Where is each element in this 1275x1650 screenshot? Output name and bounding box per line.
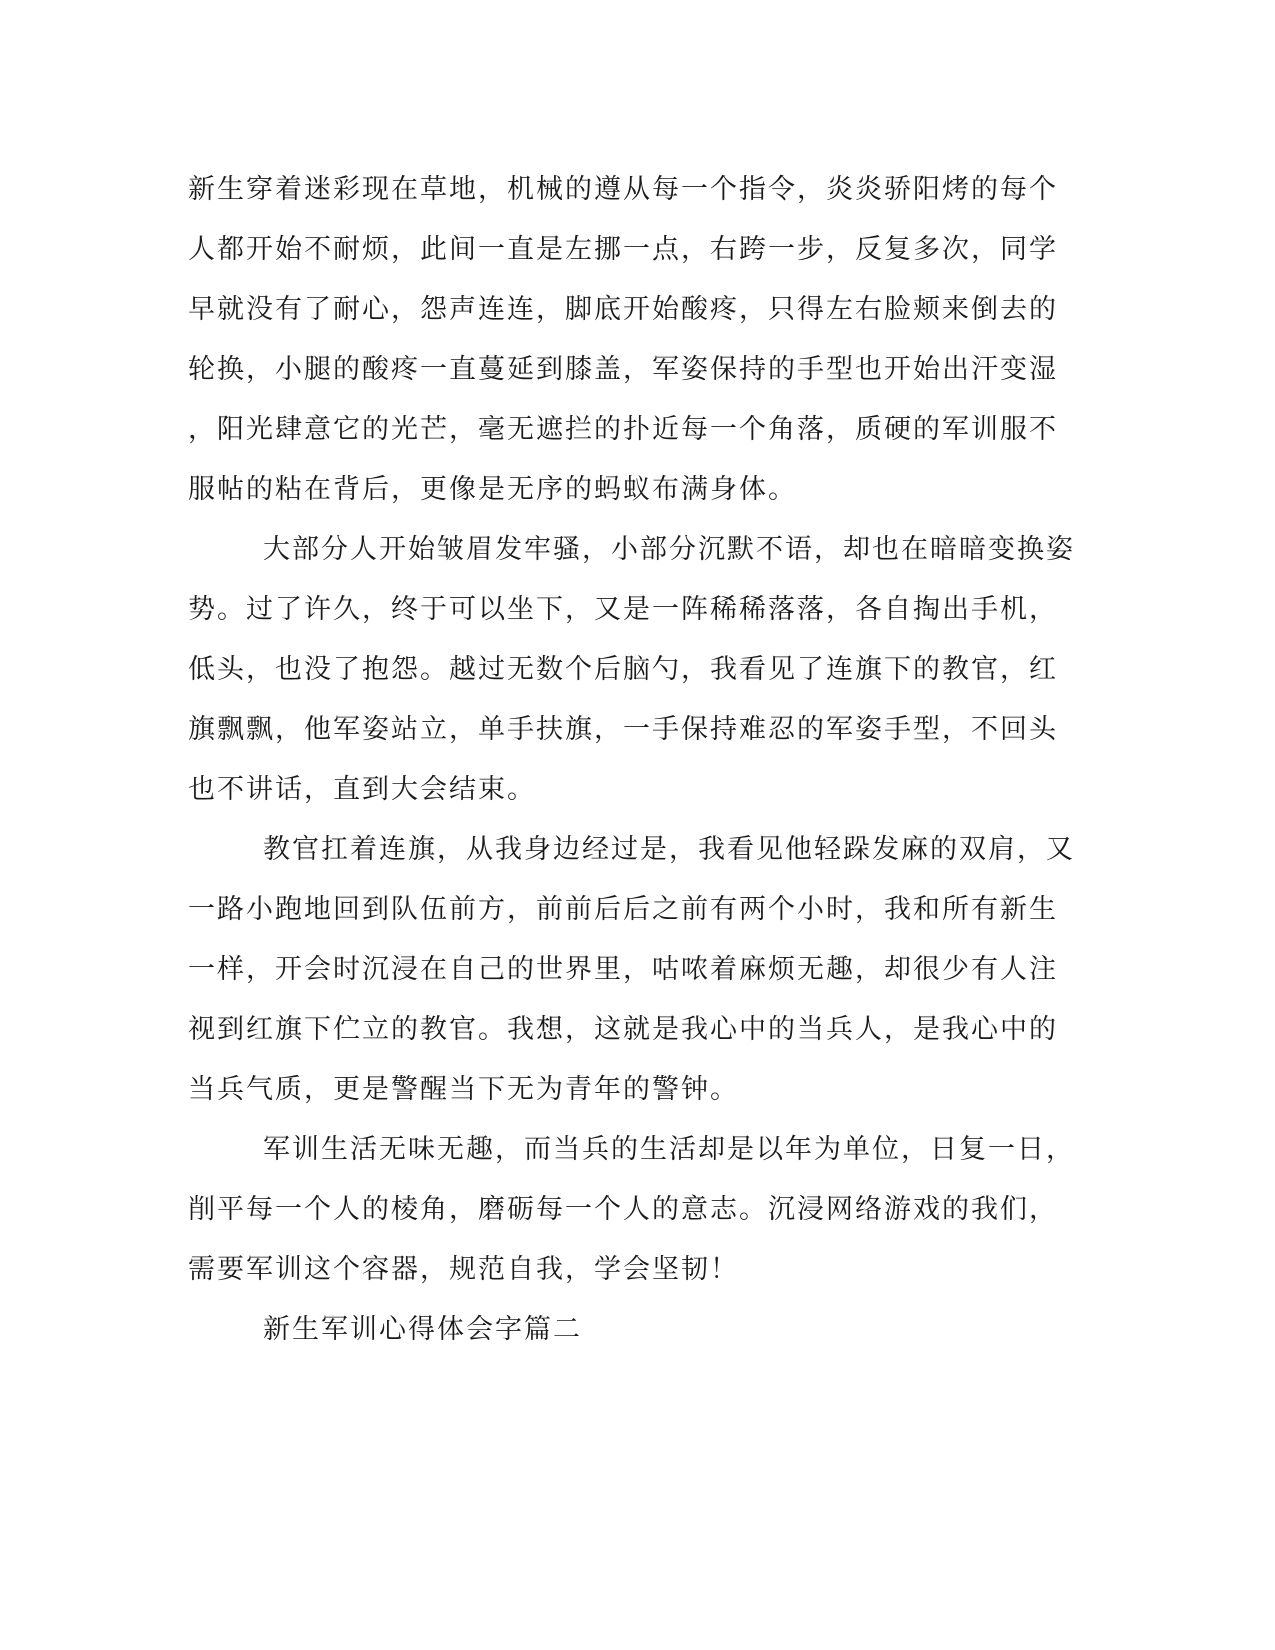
text-line: 早就没有了耐心，怨声连连，脚底开始酸疼，只得左右脸颊来倒去的 <box>188 294 1058 325</box>
text-line: 低头，也没了抱怨。越过无数个后脑勺，我看见了连旗下的教官，红 <box>188 654 1058 685</box>
text-line: 新生军训心得体会字篇二 <box>263 1314 582 1345</box>
text-line: 旗飘飘，他军姿站立，单手扶旗，一手保持难忍的军姿手型，不回头 <box>188 714 1058 745</box>
text-line: 服帖的粘在背后，更像是无序的蚂蚁布满身体。 <box>188 474 797 505</box>
text-line: 也不讲话，直到大会结束。 <box>188 774 536 805</box>
text-line: 轮换，小腿的酸疼一直蔓延到膝盖，军姿保持的手型也开始出汗变湿 <box>188 354 1058 385</box>
text-line: 一路小跑地回到队伍前方，前前后后之前有两个小时，我和所有新生 <box>188 894 1058 925</box>
text-line: 大部分人开始皱眉发牢骚，小部分沉默不语，却也在暗暗变换姿 <box>263 534 1075 565</box>
text-line: ，阳光肆意它的光芒，毫无遮拦的扑近每一个角落，质硬的军训服不 <box>188 414 1058 445</box>
paragraph <box>188 820 1075 1120</box>
text-line: 军训生活无味无趣，而当兵的生活却是以年为单位，日复一日， <box>263 1134 1075 1165</box>
paragraph <box>188 520 1075 820</box>
document-body <box>188 160 1075 1360</box>
text-line: 需要军训这个容器，规范自我，学会坚韧！ <box>188 1254 739 1285</box>
text-line: 新生穿着迷彩现在草地，机械的遵从每一个指令，炎炎骄阳烤的每个 <box>188 174 1058 205</box>
text-line: 削平每一个人的棱角，磨砺每一个人的意志。沉浸网络游戏的我们， <box>188 1194 1058 1225</box>
text-line: 视到红旗下伫立的教官。我想，这就是我心中的当兵人，是我心中的 <box>188 1014 1058 1045</box>
paragraph <box>188 1120 1075 1300</box>
section-heading <box>188 1300 1068 1360</box>
text-line: 教官扛着连旗，从我身边经过是，我看见他轻跺发麻的双肩，又 <box>263 834 1075 865</box>
text-line: 一样，开会时沉浸在自己的世界里，咕哝着麻烦无趣，却很少有人注 <box>188 954 1058 985</box>
paragraph <box>188 160 1068 520</box>
text-line: 当兵气质，更是警醒当下无为青年的警钟。 <box>188 1074 739 1105</box>
text-line: 人都开始不耐烦，此间一直是左挪一点，右跨一步，反复多次，同学 <box>188 234 1058 265</box>
text-line: 势。过了许久，终于可以坐下，又是一阵稀稀落落，各自掏出手机， <box>188 594 1058 625</box>
